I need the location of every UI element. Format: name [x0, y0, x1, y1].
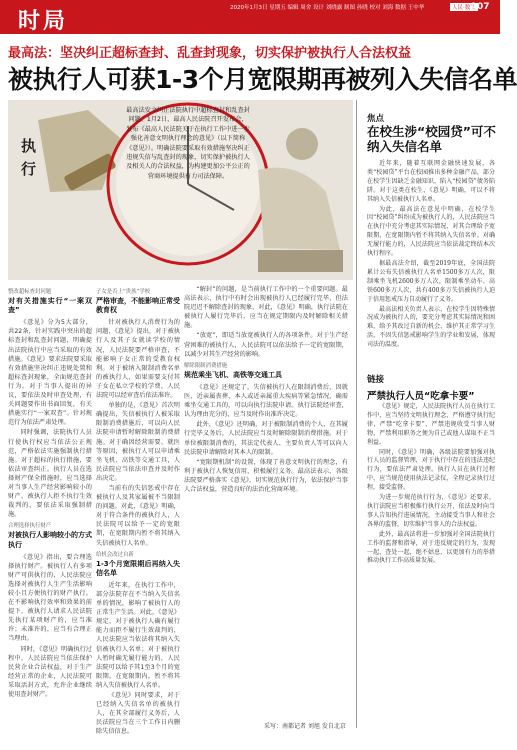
- column-divider: [356, 100, 357, 728]
- masthead-info: 2020年1月3日 星期五 编辑 周舍 设计 刘晓露 制图 孙晓 校对 刘海 数据 王中华: [230, 5, 425, 11]
- masthead-badge: 人民·数读: [452, 5, 476, 11]
- section-heading: 严格审查，不能影响正常受教育权: [96, 297, 180, 315]
- section-label: 合理选择执行财产: [8, 523, 52, 530]
- figure-head-icon: [286, 128, 318, 160]
- column-1: [8, 285, 92, 715]
- paragraph: “放宽”，即适当放宽被执行人的各项条件。对于生产经营困难的被执行人，人民法院可以依法给予一定的宽限期，以减少对其生产经营的影响。: [184, 332, 348, 358]
- link-title: 严禁执行人员“吃拿卡要”: [367, 391, 475, 402]
- column-3: [184, 285, 348, 715]
- section-label: 解除限制消费措施: [184, 362, 228, 369]
- section-heading: 规范乘坐飞机、高铁等交通工具: [184, 370, 282, 379]
- column-2: [96, 285, 180, 736]
- paragraph: 当前有的失信惩戒中存在被执行人及其家属被不当限制的问题。对此，《意见》明确，对于符合条件的被执行人，人民法院可以给予一定的宽限期，在宽限期内暂不将其纳入失信被执行人名单。: [96, 484, 180, 547]
- paragraph: 《意见》规定，人民法院执行人员在执行工作中，应当坚持文明执行理念，严格遵守执行纪律，严禁“吃拿卡要”、严禁违规收受当事人财物，严禁利用职务之便为自己或他人谋取不正当利益。: [367, 403, 495, 446]
- focus-body: [367, 160, 495, 370]
- hero-summary: 最高法发文纠正法院执行中超标查封和乱查封问题。1月2日，最高人民法院召开发布会，发布《最高人民法院关于在执行工作中进一步强化善意文明执行理念的意见》（以下简称《意见》）。明确法院要采取有效措施坚决纠正违规失信与乱查封的现象，切实保护被执行人及相关人的合法权益，为构建更加公平公正的营商环境提供有力司法保障。: [126, 107, 250, 180]
- paragraph: 此外，《意见》还明确，对于被限制消费的个人，在其履行完毕义务后，人民法院应当及时解除限制消费措施。对于单位被限制消费的，其法定代表人、主要负责人等可以向人民法院申请解除对其本人的限制。: [184, 421, 348, 456]
- paragraph: 《意见》同时要求，对于已经纳入失信名单的被执行人，在其全部履行义务后，人民法院应当在三个工作日内删除失信信息。: [96, 692, 180, 736]
- paragraph: 针对被执行人消费行为的问题，《意见》提出，对于被执行人及其子女就读学校的情况，人民法院要严格审查，不能影响子女正常的受教育权利。对于被纳入限制消费名单的被执行人，如果需要支付其子女在私立学校的学费，人民法院可以经审查后依法准许。: [96, 319, 180, 400]
- link-body: [367, 403, 495, 718]
- article-headline: 被执行人可获1-3个月宽限期再被列入失信名单: [8, 65, 517, 94]
- section-label: 子女是否上“贵族”学校: [96, 289, 151, 295]
- paragraph: 最高法相关负责人表示，在校学生因特殊情况成为被执行人的，要充分考虑其实际情况和困难，给予其改过自新的机会，维护其正常学习生活，不因失信惩戒影响学生的学业和发展，体现司法的温度。: [367, 305, 495, 349]
- section-label: 给机会改过自新: [96, 551, 134, 558]
- section-heading: 对有关措施实行“一案双查”: [8, 297, 92, 315]
- paragraph: 同时，《意见》明确执行过程中，人民法院应当依法保护民营企业合法权益，对于生产经营正常的企业，人民法院可采取活封方式，允许企业继续使用查封财产。: [8, 645, 92, 699]
- paragraph: 《意见》还规定了，失信被执行人在限制消费后，因就医、近亲属丧葬、本人或近亲属重大疾病等紧急情况，确需乘坐交通工具的，可以向执行法院申请。执行法院经审查，认为理由充分的，应当及时作出准许决定。: [184, 383, 348, 419]
- paragraph: 同时强调，法院执行人员行使执行权应当依法公正规范，严格依法实施强制执行措施。对于超标的执行措施，要依法审查纠正。执行人员在选择财产保全措施时，应当选择对当事人生产经营影响较小的财产。被执行人拒不执行生效裁判的，要依法采取强制措施。: [8, 429, 92, 519]
- paragraph: “解封”的问题，是当前执行工作中的一个重要问题。最高法表示，执行中有时会出现被执行人已经履行完毕，但法院迟迟不解除查封的现象，对此，《意见》明确，执行法院在被执行人履行完毕后，应当在规定期限内及时解除相关措施。: [184, 286, 348, 330]
- focus-title: 在校生涉“校园贷”可不纳入失信名单: [367, 124, 496, 154]
- figure-shape: [258, 168, 340, 250]
- byline: 采写：南都记者 刘旭 发自北京: [264, 723, 346, 730]
- section-label: 整改超标查封问题: [8, 289, 52, 295]
- paragraph: 为此，最高法在意见中明确，在校学生因“校园贷”纠纷成为被执行人的，人民法院应当在执行中充分考虑其实际情况，对其合理给予宽限期，在宽限期内暂不将其纳入失信名单。对确无履行能力的，人民法院应当依法裁定终结本次执行程序。: [367, 205, 495, 258]
- page-number: A07: [470, 2, 490, 12]
- masthead: [0, 0, 500, 34]
- hero-side-text: 执行: [19, 138, 37, 184]
- book-stack-icon: [258, 250, 343, 272]
- paragraph: “宽限期机制”的设置，体现了善意文明执行的理念，有利于被执行人恢复信用，积极履行义务。最高法表示，各级法院要严格落实《意见》，切实规范执行行为，依法保护当事人合法权益，营造良好的法治化营商环境。: [184, 458, 348, 493]
- paragraph: 为进一步规范执行行为，《意见》还要求，执行法院应当积极推行执行公开，依法及时向当事人告知执行进展情况，主动接受当事人和社会各界的监督，切实维护当事人的合法权益。: [367, 494, 495, 528]
- paragraph: 近年来，随着互联网金融快速发展，各类“校园贷”平台在校园推出多种金融产品，部分在校学生因缺乏金融知识，陷入“校园贷”债务陷阱。对于这类在校生，《意见》明确，可以不将其纳入失信被执行人名单。: [367, 160, 495, 203]
- paragraph: 《意见》指出，要合理选择执行财产。被执行人有多项财产可供执行的，人民法院应选择对被执行人生产生活影响较小且方便执行的财产执行。在不影响执行效率和效果的前提下，被执行人请求人民法院先执行某项财产的，应当准许；未准许的，应当有合理正当理由。: [8, 553, 92, 643]
- paragraph: 据最高法介绍，截至2019年底，全国法院累计公布失信被执行人名单1500多万人次，限制乘坐飞机2600多万人次，限制乘坐动车、高铁600多万人次，共有400多万失信被执行人迫于信用惩戒压力自动履行了义务。: [367, 259, 495, 303]
- link-label: 链接: [367, 375, 385, 385]
- section-heading: 对被执行人影响较小的方式执行: [8, 531, 92, 549]
- hero-illustration: [8, 100, 353, 280]
- focus-label: 焦点: [367, 114, 385, 124]
- paragraph: 近年来，在执行工作中，部分法院存在不当纳入失信名单的情况，影响了被执行人的正常生产生活。对此，《意见》规定，对于被执行人确有履行能力而拒不履行生效裁判的，人民法院应当依法将其纳入失信被执行人名单；对于被执行人暂时确无履行能力的，人民法院可以给予其1至3个月的宽限期。在宽限期内，暂不将其纳入失信被执行人名单。: [96, 581, 180, 689]
- section-heading: 1-3个月宽限期后再纳入失信名单: [96, 559, 180, 577]
- paragraph: 此外，最高法将进一步加强对全国法院执行工作的监督和指导，对于违反规定的行为，发现一起、查处一起，绝不姑息，以更加有力的举措推动执行工作高质量发展。: [367, 530, 495, 565]
- paragraph: 《意见》分为5大部分，共22条，针对实践中突出的超标查封和乱查封问题，明确提出法院执行中应当采取的有效措施。《意见》要求法院要采取有效措施坚决纠正违规处置和超标查封现象，全面规范查封行为。对于当事人提出的异议，要依法及时审查处理，有关问题要作出书面回复，有关措施实行“一案双查”。针对规范行为依法严肃处理。: [8, 319, 92, 427]
- paragraph: 单独的是，《意见》首次明确提出，失信被执行人被采取限制消费措施后，可以向人民法院申请暂时解除限制消费措施。对于确因经营需要、就医等原因，被执行人可以申请乘坐飞机、高铁等交通工具，人民法院应当依法审查并及时作出决定。: [96, 402, 180, 482]
- section-title: 时局: [18, 8, 69, 34]
- article-subhead: 最高法：坚决纠正超标查封、乱查封现象，切实保护被执行人合法权益: [8, 46, 412, 61]
- paragraph: 同时，《意见》明确，各级法院要加强对执行人员的监督管理，对于执行中存在的违法违纪行为，要依法严肃处理。执行人员在执行过程中，应当规范使用执法记录仪，全程记录执行过程，接受监督。: [367, 448, 495, 492]
